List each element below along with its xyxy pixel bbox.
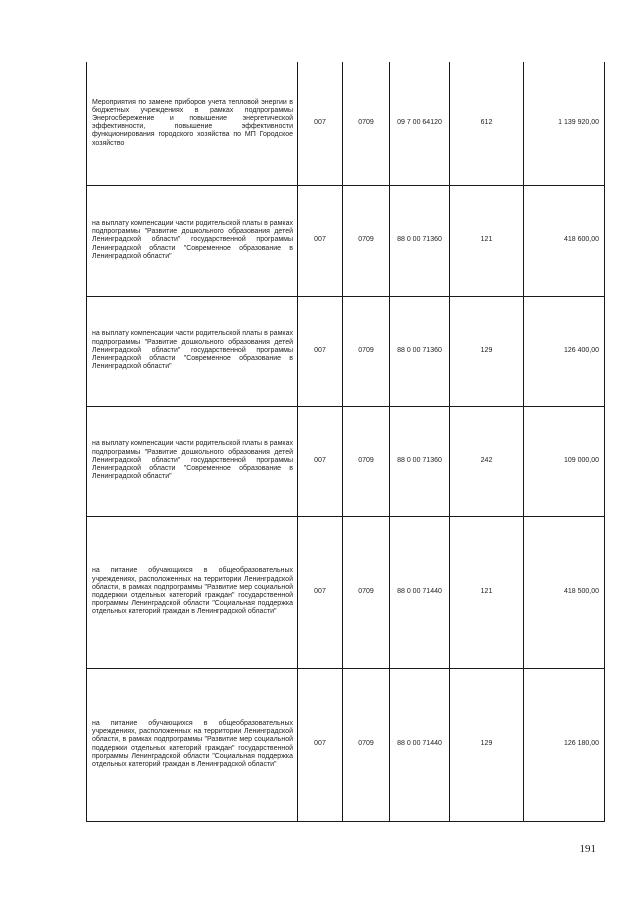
budget-table-container xyxy=(86,62,604,822)
row-amount: 418 500,00 xyxy=(524,516,605,668)
budget-table xyxy=(86,62,605,822)
row-expense-type: 129 xyxy=(450,668,524,821)
row-target-code: 88 0 00 71440 xyxy=(390,516,450,668)
row-description: Мероприятия по замене приборов учета тепловой энергии в бюджетных учреждениях в рамках подпрограммы Энергосбережение и повышение энергетической эффективности, повышение эффективности функционирования городского хозяйства по МП Городское хозяйство xyxy=(87,62,298,185)
row-section-code: 0709 xyxy=(343,406,390,516)
row-target-code: 88 0 00 71360 xyxy=(390,406,450,516)
row-ministry-code: 007 xyxy=(298,406,343,516)
row-ministry-code: 007 xyxy=(298,296,343,406)
table-row xyxy=(87,62,605,185)
row-description: на выплату компенсации части родительской платы в рамках подпрограммы "Развитие дошкольного образования детей Ленинградской области" государственной программы Ленинградской области "Современное образование в Ленинградской области" xyxy=(87,406,298,516)
row-ministry-code: 007 xyxy=(298,62,343,185)
row-target-code: 88 0 00 71360 xyxy=(390,296,450,406)
row-target-code: 88 0 00 71440 xyxy=(390,668,450,821)
row-description: на питание обучающихся в общеобразовательных учреждениях, расположенных на территории Ленинградской области, в рамках подпрограммы "Развитие мер социальной поддержки отдельных категорий граждан" государственной программы Ленинградской области "Социальная поддержка отдельных категорий граждан в Ленинградской области" xyxy=(87,516,298,668)
row-section-code: 0709 xyxy=(343,62,390,185)
page-number: 191 xyxy=(579,843,596,855)
table-row xyxy=(87,516,605,668)
table-row xyxy=(87,406,605,516)
row-amount: 126 180,00 xyxy=(524,668,605,821)
row-section-code: 0709 xyxy=(343,185,390,296)
row-ministry-code: 007 xyxy=(298,516,343,668)
row-description: на выплату компенсации части родительской платы в рамках подпрограммы "Развитие дошкольного образования детей Ленинградской области" государственной программы Ленинградской области "Современное образование в Ленинградской области" xyxy=(87,185,298,296)
row-expense-type: 242 xyxy=(450,406,524,516)
row-amount: 1 139 920,00 xyxy=(524,62,605,185)
table-row xyxy=(87,185,605,296)
row-target-code: 88 0 00 71360 xyxy=(390,185,450,296)
row-section-code: 0709 xyxy=(343,296,390,406)
row-ministry-code: 007 xyxy=(298,668,343,821)
row-description: на питание обучающихся в общеобразовательных учреждениях, расположенных на территории Ленинградской области, в рамках подпрограммы "Развитие мер социальной поддержки отдельных категорий граждан" государственной программы Ленинградской области "Социальная поддержка отдельных категорий граждан в Ленинградской области" xyxy=(87,668,298,821)
row-section-code: 0709 xyxy=(343,516,390,668)
row-ministry-code: 007 xyxy=(298,185,343,296)
row-amount: 126 400,00 xyxy=(524,296,605,406)
row-amount: 109 000,00 xyxy=(524,406,605,516)
row-amount: 418 600,00 xyxy=(524,185,605,296)
row-expense-type: 121 xyxy=(450,516,524,668)
row-expense-type: 129 xyxy=(450,296,524,406)
row-expense-type: 612 xyxy=(450,62,524,185)
row-description: на выплату компенсации части родительской платы в рамках подпрограммы "Развитие дошкольного образования детей Ленинградской области" государственной программы Ленинградской области "Современное образование в Ленинградской области" xyxy=(87,296,298,406)
row-section-code: 0709 xyxy=(343,668,390,821)
row-target-code: 09 7 00 64120 xyxy=(390,62,450,185)
table-row xyxy=(87,296,605,406)
table-row xyxy=(87,668,605,821)
row-expense-type: 121 xyxy=(450,185,524,296)
